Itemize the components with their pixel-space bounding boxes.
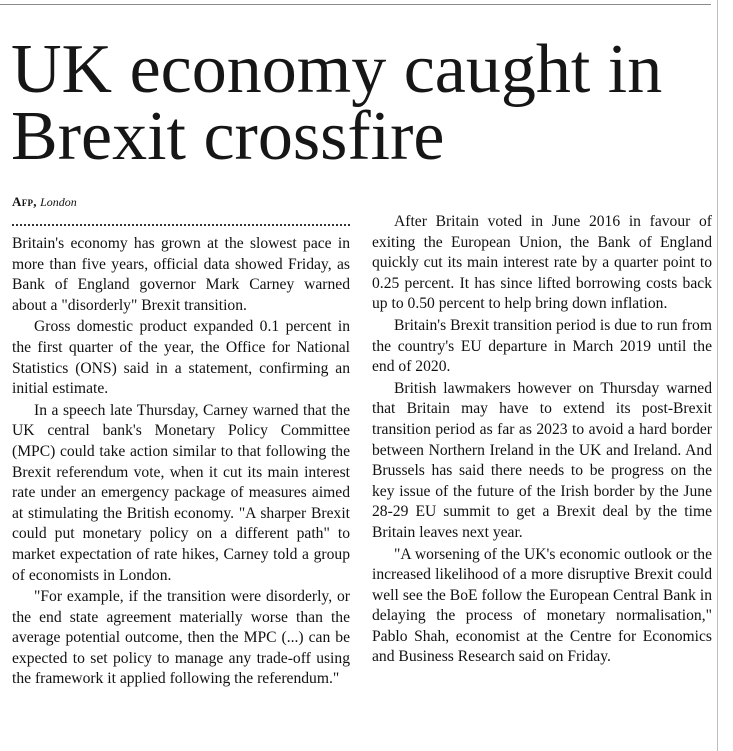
top-rule [0, 4, 711, 5]
paragraph: After Britain voted in June 2016 in favour of exiting the European Union, the Bank of England quickly cut its main interest rate by a quarter point to 0.25 percent. It has since lifted borrowing costs back up to 0.50 percent to help bring down inflation. [372, 213, 712, 313]
paragraph: "A worsening of the UK's economic outlook or the increased likelihood of a more disruptive Brexit could well see the BoE follow the European Central Bank in delaying the process of monetary normalisation," Pablo Shah, economist at the Centre for Economics and Business Research said on Friday. [372, 545, 712, 666]
page-edge-bar [717, 0, 733, 751]
left-column [12, 234, 350, 690]
paragraph: Gross domestic product expanded 0.1 percent in the first quarter of the year, the Office for National Statistics (ONS) said in a statement, confirming an initial estimate. [12, 318, 350, 398]
paragraph: Britain's Brexit transition period is due to run from the country's EU departure in March 2019 until the end of 2020. [372, 316, 712, 376]
paragraph: Britain's economy has grown at the slowest pace in more than five years, official data showed Friday, as Bank of England governor Mark Carney warned about a "disorderly" Brexit transition. [12, 235, 350, 314]
right-column [372, 212, 712, 668]
byline-agency: Afp, [12, 194, 37, 209]
paragraph: British lawmakers however on Thursday warned that Britain may have to extend its post-Brexit transition period as far as 2023 to avoid a hard border between Northern Ireland in the UK and Ireland. And Brussels has said there needs to be progress on the key issue of the future of the Irish border by the June 28-29 EU summit to get a Brexit deal by the time Britain leaves next year. [372, 379, 712, 541]
headline: UK economy caught in Brexit crossfire [11, 31, 663, 175]
paragraph: "For example, if the transition were disorderly, or the end state agreement materially worse than the average potential outcome, then the MPC (...) can be expected to set policy to manage any trade-off using the framework it applied following the referendum." [12, 588, 350, 688]
byline [12, 194, 77, 210]
paragraph: In a speech late Thursday, Carney warned that the UK central bank's Monetary Policy Committee (MPC) could take action similar to that following the Brexit referendum vote, when it cut its main interest rate under an emergency package of measures aimed at stimulating the British economy. "A sharper Brexit could put monetary policy on a different path" to market expectation of rate hikes, Carney told a group of economists in London. [12, 401, 350, 584]
byline-location: London [40, 195, 77, 209]
dotted-divider [12, 224, 350, 226]
